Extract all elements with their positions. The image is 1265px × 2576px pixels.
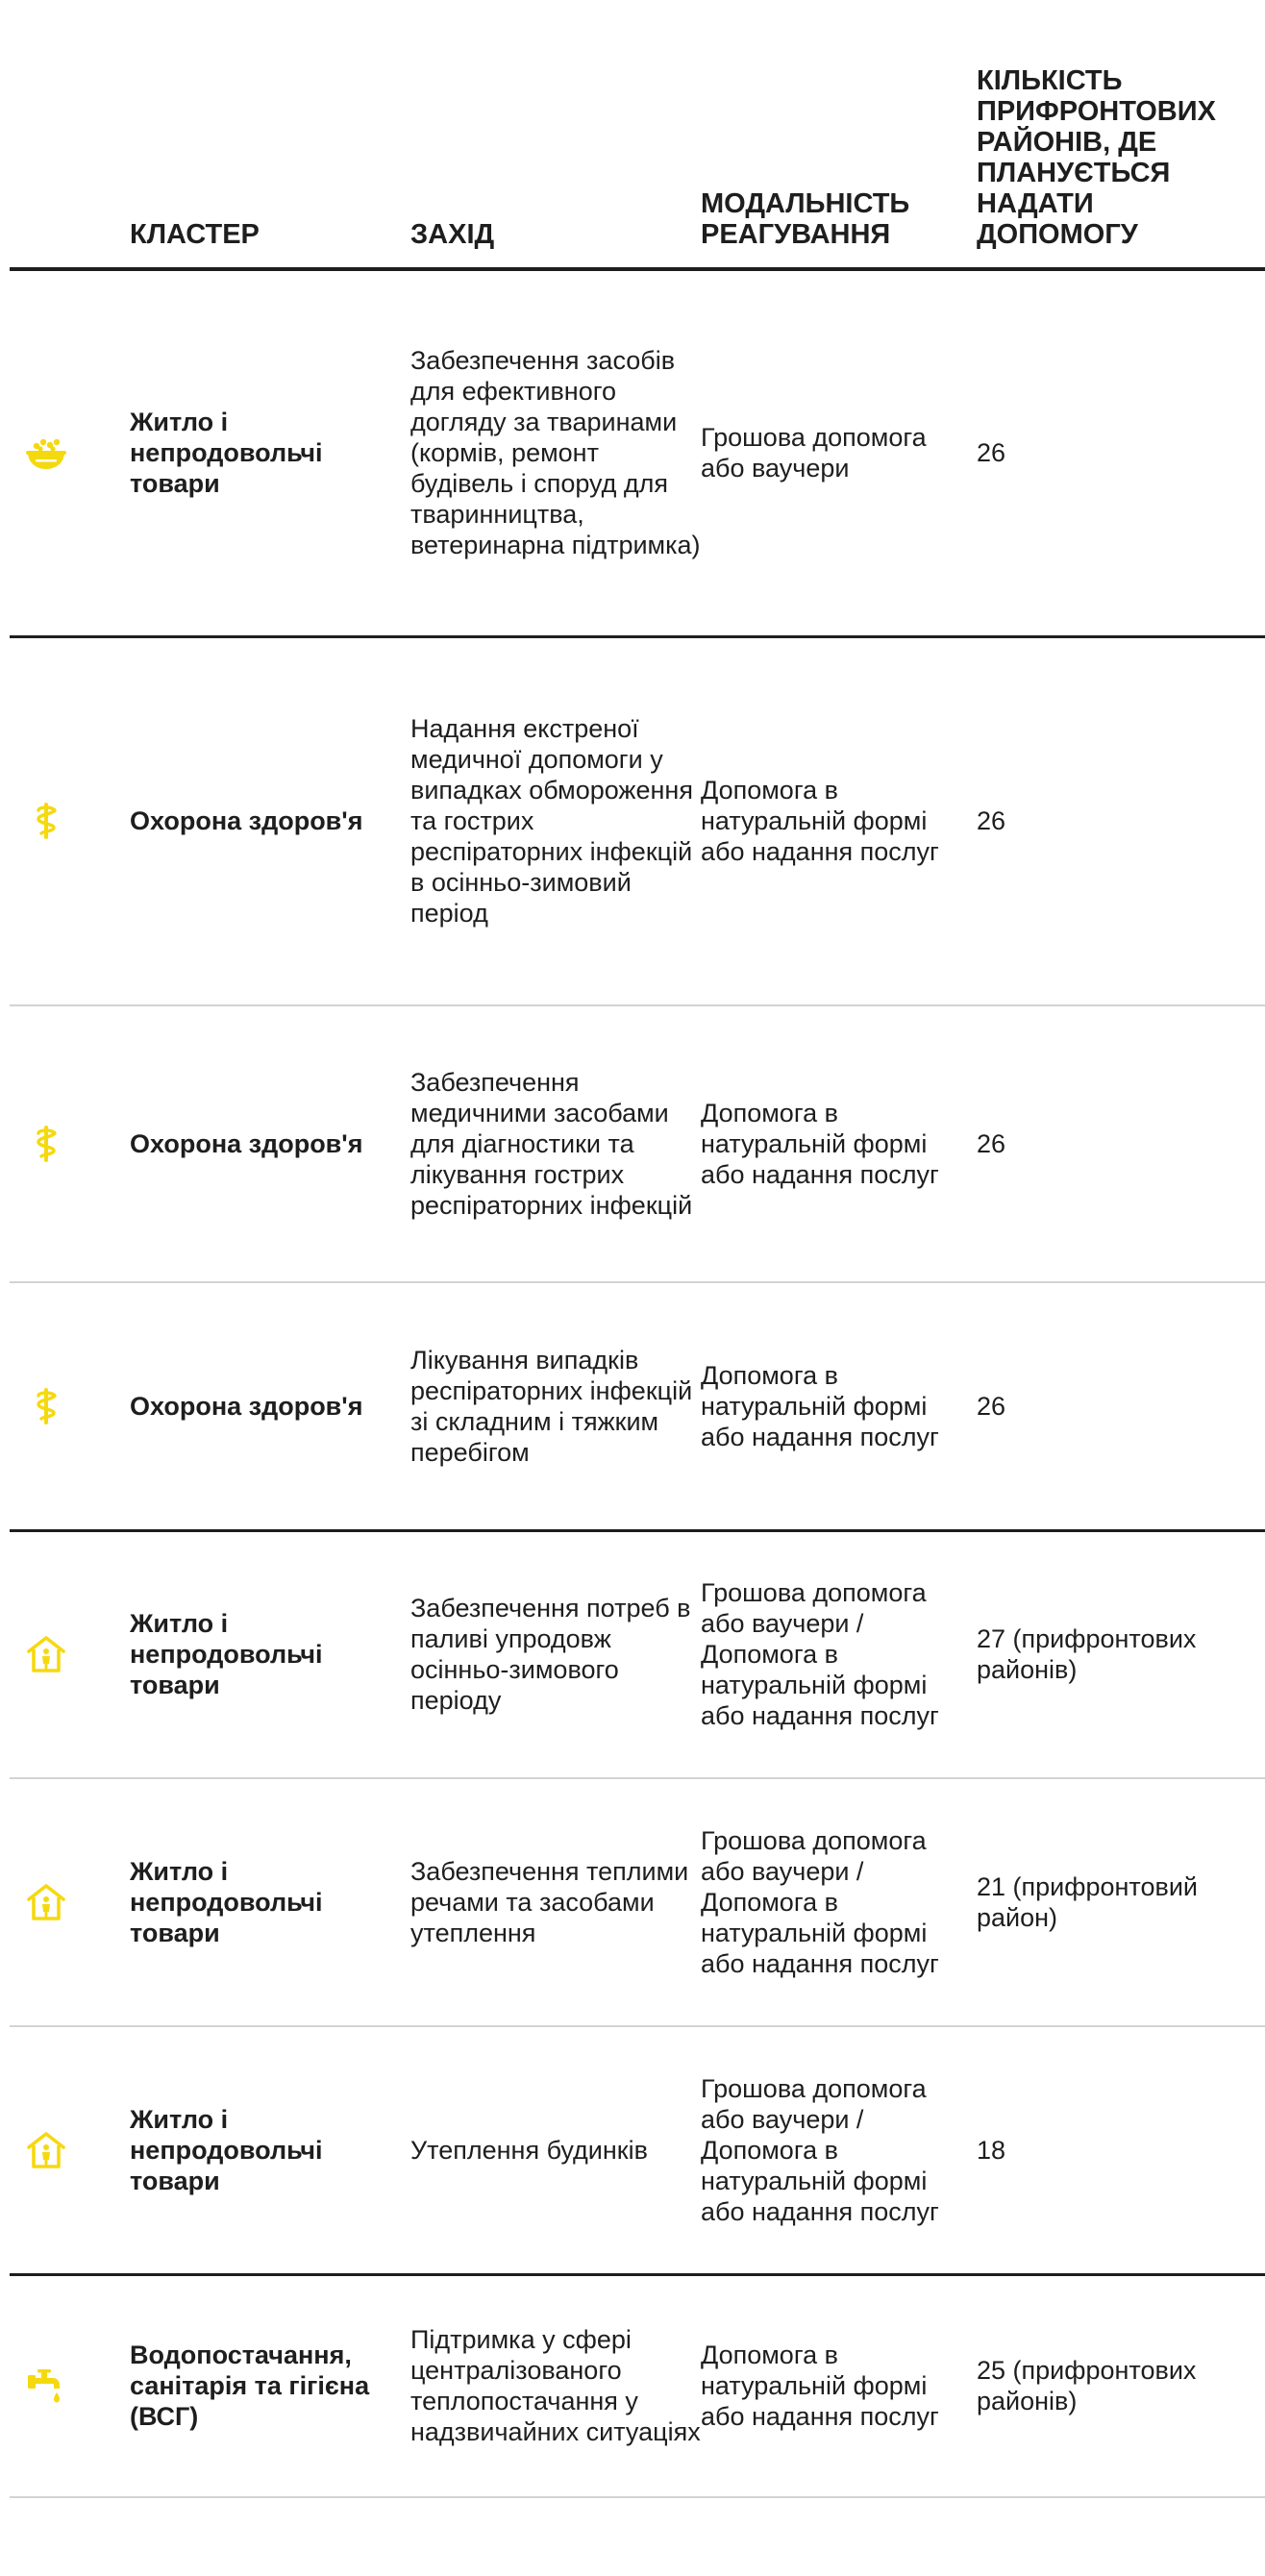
table-row	[10, 1005, 1265, 1282]
table-body	[10, 269, 1265, 2497]
district-count-line: 26	[977, 438, 1006, 468]
district-count-line: 26	[977, 806, 1006, 836]
cluster-icon-cell	[10, 1778, 130, 2026]
measure-text: Утеплення будинків	[410, 2026, 701, 2274]
header-count-line: КІЛЬКІСТЬ	[977, 65, 1123, 96]
header-count-line: ПЛАНУЄТЬСЯ	[977, 158, 1171, 188]
cluster-name: Житло і непродовольчі товари	[130, 1530, 410, 1778]
district-count-line: 21 (прифронтовий	[977, 1872, 1198, 1901]
table-row	[10, 1282, 1265, 1530]
shelter-house-icon	[24, 2128, 68, 2172]
table-row	[10, 1530, 1265, 1778]
district-count-line: 26	[977, 1391, 1006, 1421]
district-count	[977, 1530, 1265, 1778]
table-row	[10, 269, 1265, 636]
measure-text: Забезпечення потреб в паливі упродовж осінньо-зимового періоду	[410, 1530, 701, 1778]
measure-text: Надання екстреної медичної допомоги у випадках обмороження та гострих респіраторних інфекцій в осінньо-зимовий період	[410, 636, 701, 1005]
measure-text: Забезпечення засобів для ефективного догляду за тваринами (кормів, ремонт будівель і споруд для тваринництва, ветеринарна підтримка)	[410, 269, 701, 636]
response-modality: Грошова допомога або ваучери	[701, 269, 977, 636]
response-modality: Грошова допомога або ваучери / Допомога в натуральній формі або надання послуг	[701, 1530, 977, 1778]
district-count-line: 27 (прифронтових	[977, 1624, 1197, 1654]
measure-text: Забезпечення теплими речами та засобами утеплення	[410, 1778, 701, 2026]
winter-response-table	[10, 0, 1265, 2498]
shelter-house-icon	[24, 1880, 68, 1924]
response-modality: Допомога в натуральній формі або надання послуг	[701, 2274, 977, 2497]
response-modality: Допомога в натуральній формі або надання послуг	[701, 1005, 977, 1282]
table-row	[10, 2026, 1265, 2274]
header-cluster: КЛАСТЕР	[130, 0, 410, 269]
header-count-line: НАДАТИ	[977, 188, 1094, 219]
cluster-icon-cell	[10, 1282, 130, 1530]
district-count-line: районів)	[977, 1655, 1078, 1685]
food-bowl-icon	[24, 431, 68, 475]
header-count-line: РАЙОНІВ, ДЕ	[977, 127, 1157, 158]
district-count-line: 25 (прифронтових	[977, 2356, 1197, 2386]
cluster-name: Охорона здоров'я	[130, 636, 410, 1005]
health-caduceus-icon	[24, 799, 68, 843]
response-modality: Допомога в натуральній формі або надання послуг	[701, 636, 977, 1005]
cluster-icon-cell	[10, 2274, 130, 2497]
response-modality: Грошова допомога або ваучери / Допомога в натуральній формі або надання послуг	[701, 2026, 977, 2274]
measure-text: Лікування випадків респіраторних інфекцій зі складним і тяжким перебігом	[410, 1282, 701, 1530]
cluster-icon-cell	[10, 1530, 130, 1778]
district-count	[977, 1778, 1265, 2026]
cluster-name: Охорона здоров'я	[130, 1005, 410, 1282]
shelter-house-icon	[24, 1632, 68, 1676]
district-count-line: районів)	[977, 2387, 1078, 2416]
header-count-line: ПРИФРОНТОВИХ	[977, 96, 1216, 127]
district-count	[977, 1282, 1265, 1530]
cluster-icon-cell	[10, 636, 130, 1005]
district-count	[977, 269, 1265, 636]
response-modality: Допомога в натуральній формі або надання послуг	[701, 1282, 977, 1530]
table-row	[10, 1778, 1265, 2026]
water-tap-icon	[24, 2364, 68, 2408]
district-count-line: 26	[977, 1129, 1006, 1158]
cluster-name: Житло і непродовольчі товари	[130, 269, 410, 636]
health-caduceus-icon	[24, 1122, 68, 1166]
response-modality: Грошова допомога або ваучери / Допомога в натуральній формі або надання послуг	[701, 1778, 977, 2026]
district-count	[977, 1005, 1265, 1282]
measure-text: Забезпечення медичними засобами для діагностики та лікування гострих респіраторних інфекцій	[410, 1005, 701, 1282]
cluster-name: Житло і непродовольчі товари	[130, 1778, 410, 2026]
district-count	[977, 2026, 1265, 2274]
header-count-line: ДОПОМОГУ	[977, 219, 1138, 250]
table-row	[10, 2274, 1265, 2497]
district-count	[977, 2274, 1265, 2497]
table-row	[10, 636, 1265, 1005]
district-count	[977, 636, 1265, 1005]
health-caduceus-icon	[24, 1384, 68, 1428]
district-count-line: район)	[977, 1903, 1058, 1932]
header-modality: МОДАЛЬНІСТЬ РЕАГУВАННЯ	[701, 0, 977, 269]
cluster-icon-cell	[10, 1005, 130, 1282]
header-measure: ЗАХІД	[410, 0, 701, 269]
cluster-name: Охорона здоров'я	[130, 1282, 410, 1530]
cluster-icon-cell	[10, 269, 130, 636]
cluster-name: Водопостачання, санітарія та гігієна (ВСГ)	[130, 2274, 410, 2497]
measure-text: Підтримка у сфері централізованого теплопостачання у надзвичайних ситуаціях	[410, 2274, 701, 2497]
cluster-name: Житло і непродовольчі товари	[130, 2026, 410, 2274]
header-count	[977, 0, 1265, 269]
district-count-line: 18	[977, 2135, 1006, 2165]
cluster-icon-cell	[10, 2026, 130, 2274]
table-header-row	[10, 0, 1265, 269]
header-icon-column	[10, 0, 130, 269]
